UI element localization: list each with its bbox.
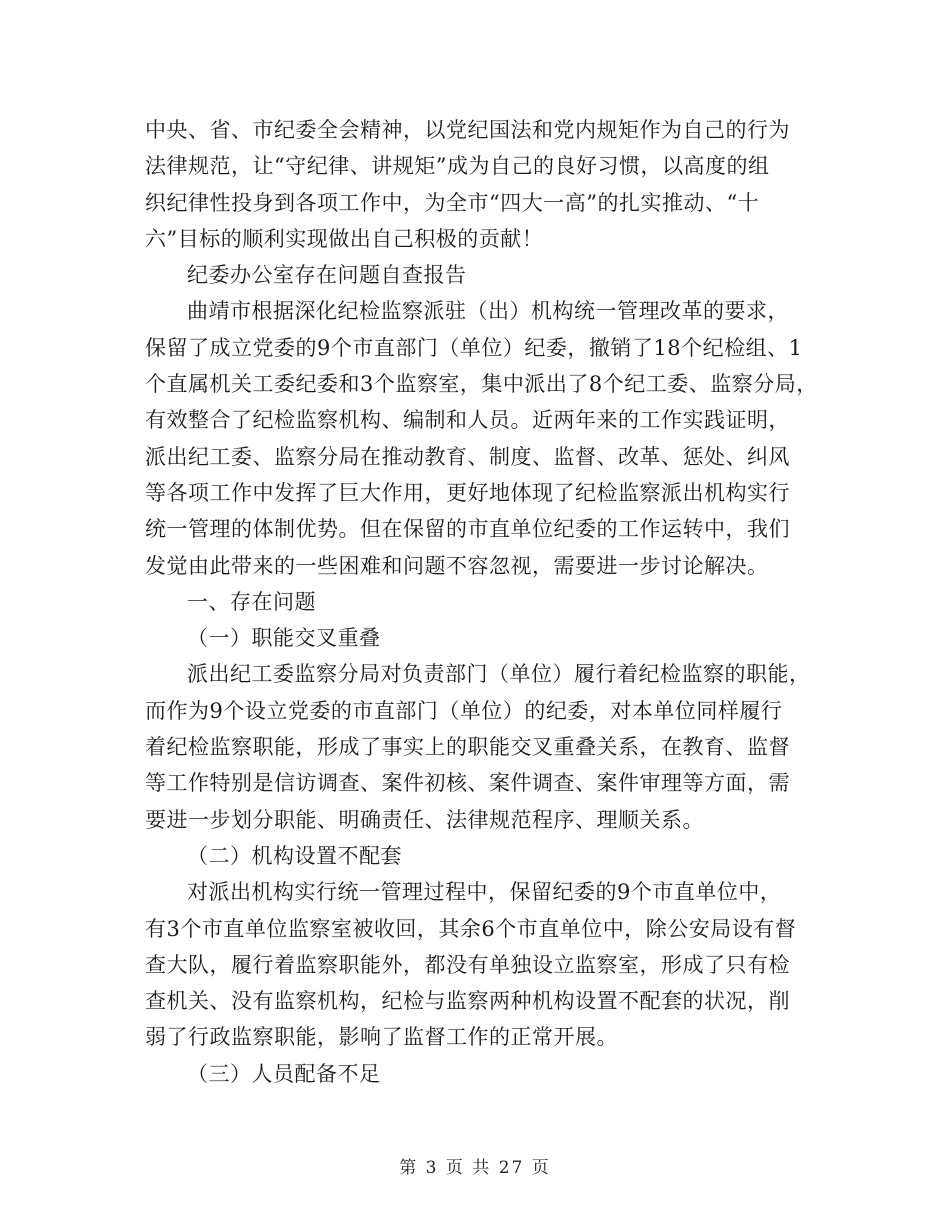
page-footer: 第 3 页 共 27 页 <box>399 1158 551 1178</box>
text-line: 法律规范，让“守纪律、讲规矩”成为自己的良好习惯，以高度的组 <box>145 154 770 179</box>
text-line: （三）人员配备不足 <box>187 1061 381 1086</box>
text-line: 个直属机关工委纪委和3个监察室，集中派出了8个纪工委、监察分局， <box>145 372 818 397</box>
text-line: 六”目标的顺利实现做出自己积极的贡献！ <box>145 226 544 251</box>
text-line: 有效整合了纪检监察机构、编制和人员。近两年来的工作实践证明， <box>145 408 790 433</box>
text-line: 要进一步划分职能、明确责任、法律规范程序、理顺关系。 <box>145 807 704 832</box>
text-line: 弱了行政监察职能，影响了监督工作的正常开展。 <box>145 1025 618 1050</box>
text-line: 中央、省、市纪委全会精神，以党纪国法和党内规矩作为自己的行为 <box>145 118 790 142</box>
text-line: 而作为9个设立党委的市直部门（单位）的纪委，对本单位同样履行 <box>145 698 783 723</box>
text-line: （二）机构设置不配套 <box>187 843 402 868</box>
text-line: 查机关、没有监察机构，纪检与监察两种机构设置不配套的状况，削 <box>145 989 790 1014</box>
text-line: 保留了成立党委的9个市直部门（单位）纪委，撤销了18个纪检组、1 <box>145 335 803 360</box>
text-line: 查大队，履行着监察职能外，都没有单独设立监察室，形成了只有检 <box>145 952 790 977</box>
text-line: 派出纪工委、监察分局在推动教育、制度、监督、改革、惩处、纠风 <box>145 444 790 469</box>
text-line: 发觉由此带来的一些困难和问题不容忽视，需要进一步讨论解决。 <box>145 553 769 578</box>
text-line: （一）职能交叉重叠 <box>187 626 381 651</box>
text-line: 着纪检监察职能，形成了事实上的职能交叉重叠关系，在教育、监督 <box>145 735 790 760</box>
text-line: 纪委办公室存在问题自查报告 <box>187 263 467 288</box>
text-line: 曲靖市根据深化纪检监察派驻（出）机构统一管理改革的要求， <box>187 299 789 324</box>
document-body <box>145 112 835 1092</box>
text-line: 一、存在问题 <box>187 589 316 614</box>
text-line: 统一管理的体制优势。但在保留的市直单位纪委的工作运转中，我们 <box>145 517 790 542</box>
text-line: 织纪律性投身到各项工作中，为全市“四大一高”的扎实推动、“十 <box>145 190 760 215</box>
text-line: 等各项工作中发挥了巨大作用，更好地体现了纪检监察派出机构实行 <box>145 480 790 505</box>
text-line: 派出纪工委监察分局对负责部门（单位）履行着纪检监察的职能， <box>187 662 811 687</box>
text-line: 等工作特别是信访调查、案件初核、案件调查、案件审理等方面，需 <box>145 771 790 796</box>
text-line: 对派出机构实行统一管理过程中，保留纪委的9个市直单位中， <box>187 880 782 905</box>
text-line: 有3个市直单位监察室被收回，其余6个市直单位中，除公安局设有督 <box>145 916 797 941</box>
